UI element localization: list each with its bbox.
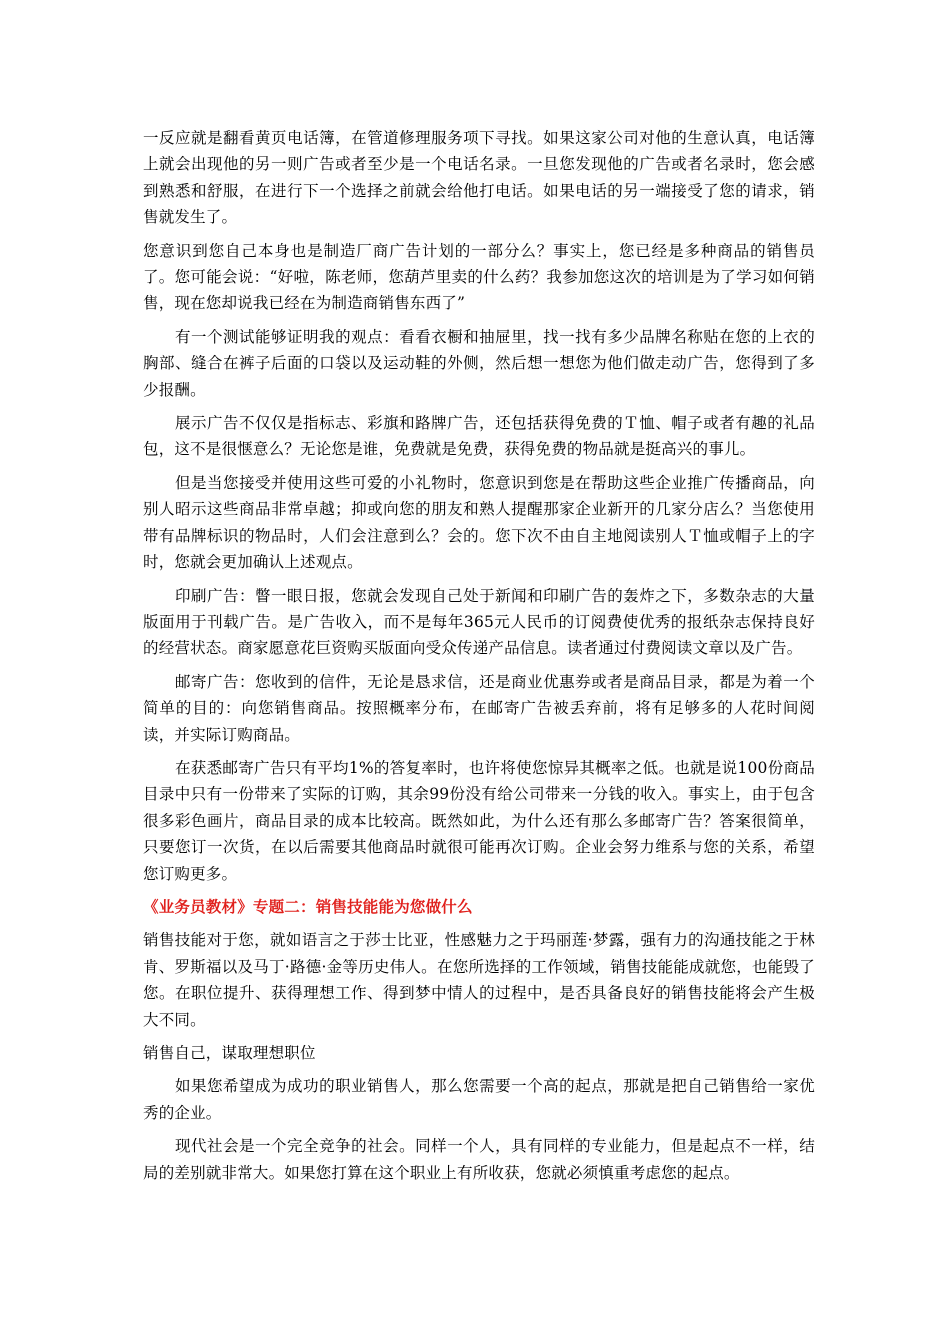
paragraph: 如果您希望成为成功的职业销售人，那么您需要一个高的起点，那就是把自己销售给一家优秀的企业。 <box>143 1077 815 1122</box>
paragraph: 印刷广告：瞥一眼日报，您就会发现自己处于新闻和印刷广告的轰炸之下，多数杂志的大量版面用于刊载广告。是广告收入，而不是每年365元人民币的订阅费使优秀的报纸杂志保持良好的经营状态。商家愿意花巨资购买版面向受众传递产品信息。读者通过付费阅读文章以及广告。 <box>143 586 815 658</box>
paragraph: 现代社会是一个完全竞争的社会。同样一个人，具有同样的专业能力，但是起点不一样，结局的差别就非常大。如果您打算在这个职业上有所收获，您就必须慎重考虑您的起点。 <box>143 1137 815 1182</box>
paragraph: 但是当您接受并使用这些可爱的小礼物时，您意识到您是在帮助这些企业推广传播商品，向别人昭示这些商品非常卓越；抑或向您的朋友和熟人提醒那家企业新开的几家分店么？当您使用带有品牌标识的物品时，人们会注意到么？会的。您下次不由自主地阅读别人Ｔ恤或帽子上的字时，您就会更加确认上述观点。 <box>143 473 815 572</box>
paragraph: 邮寄广告：您收到的信件，无论是恳求信，还是商业优惠券或者是商品目录，都是为着一个简单的目的：向您销售商品。按照概率分布，在邮寄广告被丢弃前，将有足够多的人花时间阅读，并实际订购商品。 <box>143 672 815 744</box>
paragraph: 展示广告不仅仅是指标志、彩旗和路牌广告，还包括获得免费的Ｔ恤、帽子或者有趣的礼品包，这不是很惬意么？无论您是谁，免费就是免费，获得免费的物品就是挺高兴的事儿。 <box>143 414 815 459</box>
paragraph: 在获悉邮寄广告只有平均1%的答复率时，也许将使您惊异其概率之低。也就是说100份商品目录中只有一份带来了实际的订购，其余99份没有给公司带来一分钱的收入。事实上，由于包含很多彩色画片，商品目录的成本比较高。既然如此，为什么还有那么多邮寄广告？答案很简单，只要您订一次货，在以后需要其他商品时就很可能再次订购。企业会努力维系与您的关系，希望您订购更多。 <box>143 758 815 883</box>
document-page <box>143 125 815 1193</box>
paragraph: 销售技能对于您，就如语言之于莎士比亚，性感魅力之于玛丽莲·梦露，强有力的沟通技能之于林肯、罗斯福以及马丁·路德·金等历史伟人。在您所选择的工作领域，销售技能能成就您，也能毁了您。在职位提升、获得理想工作、得到梦中情人的过程中，是否具备良好的销售技能将会产生极大不同。 <box>143 931 815 1029</box>
paragraph: 一反应就是翻看黄页电话簿，在管道修理服务项下寻找。如果这家公司对他的生意认真，电话簿上就会出现他的另一则广告或者至少是一个电话名录。一旦您发现他的广告或者名录时，您会感到熟悉和舒服，在进行下一个选择之前就会给他打电话。如果电话的另一端接受了您的请求，销售就发生了。 <box>143 129 815 227</box>
paragraph: 您意识到您自己本身也是制造厂商广告计划的一部分么？事实上，您已经是多种商品的销售员了。您可能会说：“好啦，陈老师，您葫芦里卖的什么药？我参加您这次的培训是为了学习如何销售，现在您却说我已经在为制造商销售东西了” <box>143 241 815 313</box>
section-heading: 《业务员教材》专题二：销售技能能为您做什么 <box>143 896 473 916</box>
paragraph: 有一个测试能够证明我的观点：看看衣橱和抽屉里，找一找有多少品牌名称贴在您的上衣的胸部、缝合在裤子后面的口袋以及运动鞋的外侧，然后想一想您为他们做走动广告，您得到了多少报酬。 <box>143 327 815 399</box>
subheading: 销售自己，谋取理想职位 <box>143 1044 316 1062</box>
